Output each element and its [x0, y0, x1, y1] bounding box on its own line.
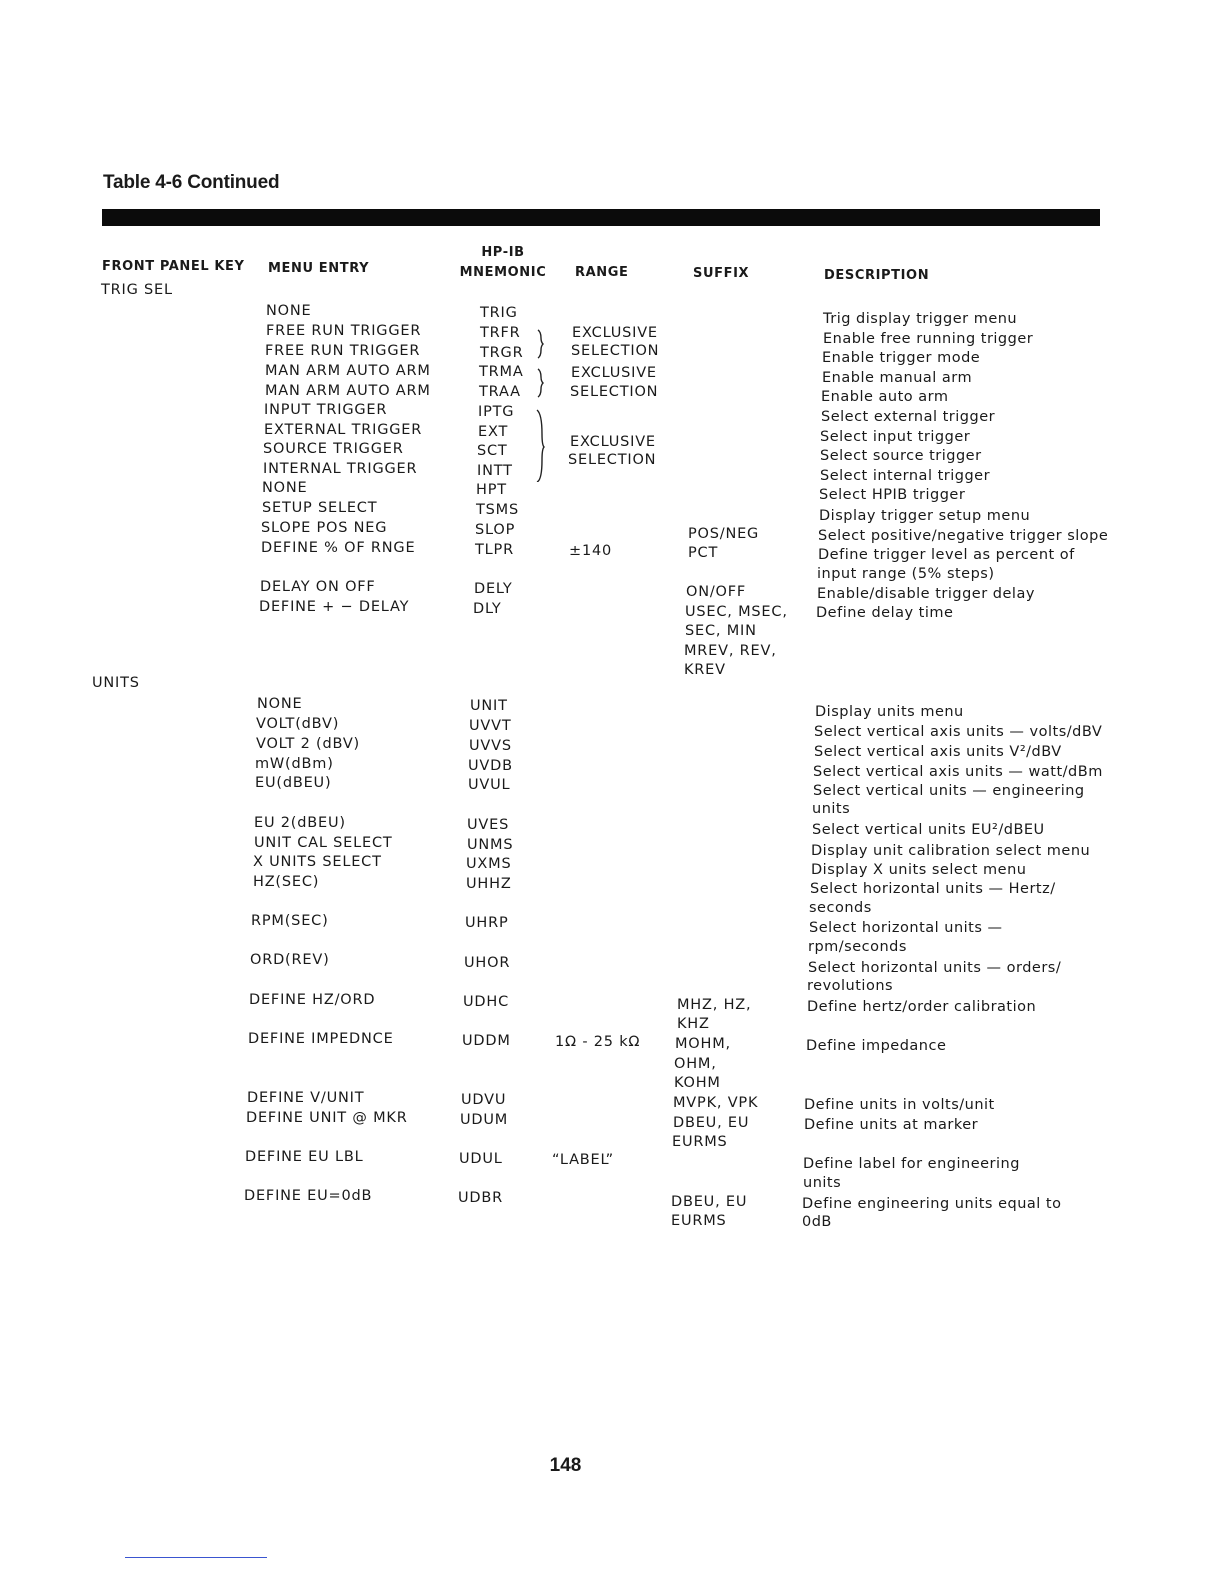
- description: Define units in volts/unit: [804, 1097, 995, 1113]
- footer-line: [125, 1557, 267, 1558]
- mnemonic: UHHZ: [466, 876, 512, 892]
- suffix: MREV, REV,: [684, 643, 777, 659]
- menu-entry: VOLT 2 (dBV): [256, 736, 360, 752]
- description: Select horizontal units —: [809, 920, 1003, 936]
- menu-entry: RPM(SEC): [251, 913, 329, 929]
- description: 0dB: [802, 1214, 832, 1230]
- mnemonic: TRAA: [479, 384, 521, 400]
- description: Display X units select menu: [811, 862, 1027, 878]
- description: Trig display trigger menu: [823, 311, 1018, 327]
- suffix: KHZ: [677, 1016, 710, 1032]
- menu-entry: HZ(SEC): [253, 874, 320, 890]
- key-trig-sel: TRIG SEL: [101, 282, 173, 298]
- title-rule: [102, 209, 1100, 226]
- menu-entry: ORD(REV): [250, 952, 330, 968]
- suffix: OHM,: [674, 1056, 717, 1072]
- mnemonic: SLOP: [475, 522, 516, 538]
- description: input range (5% steps): [817, 566, 995, 582]
- menu-entry: NONE: [266, 303, 312, 319]
- menu-entry: FREE RUN TRIGGER: [266, 323, 422, 339]
- suffix: EURMS: [672, 1134, 728, 1150]
- menu-entry: DEFINE V/UNIT: [247, 1090, 365, 1106]
- menu-entry: EXTERNAL TRIGGER: [264, 422, 423, 438]
- suffix: PCT: [688, 545, 719, 561]
- header-front-panel-key: FRONT PANEL KEY: [102, 259, 245, 274]
- header-range: RANGE: [575, 265, 629, 280]
- menu-entry: UNIT CAL SELECT: [254, 835, 393, 851]
- mnemonic: INTT: [477, 463, 513, 479]
- table-title: Table 4-6 Continued: [103, 172, 280, 193]
- description: Enable free running trigger: [823, 331, 1034, 347]
- description: Select source trigger: [820, 448, 982, 464]
- mnemonic: TRMA: [479, 364, 524, 380]
- range-selection: SELECTION: [570, 384, 659, 400]
- mnemonic: EXT: [478, 424, 509, 440]
- description: Define hertz/order calibration: [807, 999, 1037, 1015]
- brace-group-icon: [530, 322, 550, 482]
- menu-entry: DEFINE EU LBL: [245, 1149, 364, 1165]
- description: Select positive/negative trigger slope: [818, 528, 1109, 544]
- mnemonic: TRFR: [480, 325, 521, 341]
- suffix: KOHM: [674, 1075, 721, 1091]
- suffix: MHZ, HZ,: [677, 997, 752, 1013]
- suffix: MOHM,: [675, 1036, 731, 1052]
- menu-entry: DELAY ON OFF: [260, 579, 376, 595]
- mnemonic: UXMS: [466, 856, 512, 872]
- mnemonic: UDBR: [458, 1190, 504, 1206]
- suffix: EURMS: [671, 1213, 727, 1229]
- mnemonic: UVES: [467, 817, 510, 833]
- description: revolutions: [807, 978, 894, 994]
- mnemonic: TSMS: [476, 502, 519, 518]
- menu-entry: X UNITS SELECT: [253, 854, 382, 870]
- range-exclusive: EXCLUSIVE: [572, 325, 658, 341]
- range-exclusive: EXCLUSIVE: [571, 365, 657, 381]
- menu-entry: EU 2(dBEU): [254, 815, 346, 831]
- description: Define units at marker: [804, 1117, 979, 1133]
- description: Select vertical axis units — volts/dBV: [814, 724, 1103, 740]
- description: Display trigger setup menu: [819, 508, 1031, 524]
- key-units: UNITS: [92, 675, 140, 691]
- menu-entry: NONE: [262, 480, 308, 496]
- description: Select horizontal units — Hertz/: [810, 881, 1056, 897]
- description: Select internal trigger: [820, 468, 991, 484]
- description: Select external trigger: [821, 409, 996, 425]
- mnemonic: UVUL: [468, 777, 511, 793]
- description: Enable auto arm: [821, 389, 949, 405]
- menu-entry: VOLT(dBV): [256, 716, 340, 732]
- description: Enable trigger mode: [822, 350, 981, 366]
- header-hpib-mnemonic: [455, 243, 551, 283]
- menu-entry: INPUT TRIGGER: [264, 402, 388, 418]
- menu-entry: NONE: [257, 696, 303, 712]
- description: Select horizontal units — orders/: [808, 960, 1062, 976]
- mnemonic: UHRP: [465, 915, 509, 931]
- suffix: SEC, MIN: [685, 623, 757, 639]
- range-exclusive: EXCLUSIVE: [570, 434, 656, 450]
- menu-entry: INTERNAL TRIGGER: [263, 461, 418, 477]
- menu-entry: DEFINE + − DELAY: [259, 599, 410, 615]
- mnemonic: HPT: [476, 482, 507, 498]
- mnemonic: UDUL: [459, 1151, 503, 1167]
- description: Select vertical units EU²/dBEU: [812, 822, 1045, 838]
- mnemonic: UVVS: [469, 738, 512, 754]
- mnemonic: DELY: [474, 581, 513, 597]
- mnemonic: UVVT: [469, 718, 512, 734]
- mnemonic: UHOR: [464, 955, 511, 971]
- range-value: ±140: [569, 543, 613, 559]
- description: Define label for engineering: [803, 1156, 1020, 1172]
- mnemonic: UNMS: [467, 837, 514, 853]
- description: Define delay time: [816, 605, 954, 621]
- suffix: KREV: [684, 662, 726, 678]
- mnemonic: DLY: [473, 601, 502, 617]
- page-number: 148: [549, 1455, 582, 1476]
- menu-entry: DEFINE % OF RNGE: [261, 540, 416, 556]
- menu-entry: MAN ARM AUTO ARM: [265, 363, 431, 379]
- menu-entry: EU(dBEU): [255, 775, 332, 791]
- description: units: [812, 801, 851, 817]
- menu-entry: MAN ARM AUTO ARM: [265, 383, 431, 399]
- menu-entry: DEFINE IMPEDNCE: [248, 1031, 394, 1047]
- mnemonic: UDVU: [461, 1092, 507, 1108]
- description: Define trigger level as percent of: [818, 547, 1075, 563]
- menu-entry: FREE RUN TRIGGER: [265, 343, 421, 359]
- mnemonic: TRIG: [480, 305, 518, 321]
- suffix: USEC, MSEC,: [685, 604, 788, 620]
- mnemonic: TLPR: [475, 542, 514, 558]
- menu-entry: SOURCE TRIGGER: [263, 441, 404, 457]
- description: Enable/disable trigger delay: [817, 586, 1035, 602]
- description: Define impedance: [806, 1038, 947, 1054]
- suffix: ON/OFF: [686, 584, 747, 600]
- menu-entry: SETUP SELECT: [262, 500, 378, 516]
- suffix: DBEU, EU: [671, 1194, 748, 1210]
- description: Display units menu: [815, 704, 964, 720]
- range-value: 1Ω - 25 kΩ: [555, 1034, 641, 1050]
- range-value: “LABEL”: [552, 1152, 614, 1168]
- menu-entry: mW(dBm): [255, 756, 334, 772]
- suffix: POS/NEG: [688, 526, 760, 542]
- header-hpib-line2: MNEMONIC: [459, 265, 547, 280]
- description: Select vertical axis units V²/dBV: [814, 744, 1062, 760]
- menu-entry: DEFINE HZ/ORD: [249, 992, 376, 1008]
- description: Enable manual arm: [822, 370, 973, 386]
- range-selection: SELECTION: [568, 452, 657, 468]
- menu-entry: SLOPE POS NEG: [261, 520, 388, 536]
- mnemonic: SCT: [477, 443, 508, 459]
- mnemonic: UNIT: [470, 698, 508, 714]
- range-selection: SELECTION: [571, 343, 660, 359]
- header-hpib-line1: HP-IB: [481, 245, 525, 260]
- description: Display unit calibration select menu: [811, 843, 1091, 859]
- header-menu-entry: MENU ENTRY: [268, 261, 370, 276]
- suffix: DBEU, EU: [673, 1115, 750, 1131]
- description: rpm/seconds: [808, 939, 907, 955]
- mnemonic: UDHC: [463, 994, 510, 1010]
- mnemonic: UVDB: [468, 758, 513, 774]
- header-description: DESCRIPTION: [824, 268, 930, 283]
- description: Select HPIB trigger: [819, 487, 966, 503]
- menu-entry: DEFINE UNIT @ MKR: [246, 1110, 408, 1126]
- mnemonic: UDDM: [462, 1033, 511, 1049]
- suffix: MVPK, VPK: [673, 1095, 759, 1111]
- description: Select vertical axis units — watt/dBm: [813, 764, 1103, 780]
- mnemonic: UDUM: [460, 1112, 509, 1128]
- description: seconds: [809, 900, 872, 916]
- mnemonic: IPTG: [478, 404, 515, 420]
- description: Define engineering units equal to: [802, 1196, 1062, 1212]
- header-suffix: SUFFIX: [693, 266, 750, 281]
- description: units: [803, 1175, 842, 1191]
- mnemonic: TRGR: [480, 345, 524, 361]
- menu-entry: DEFINE EU=0dB: [244, 1188, 373, 1204]
- description: Select input trigger: [820, 429, 971, 445]
- description: Select vertical units — engineering: [813, 783, 1085, 799]
